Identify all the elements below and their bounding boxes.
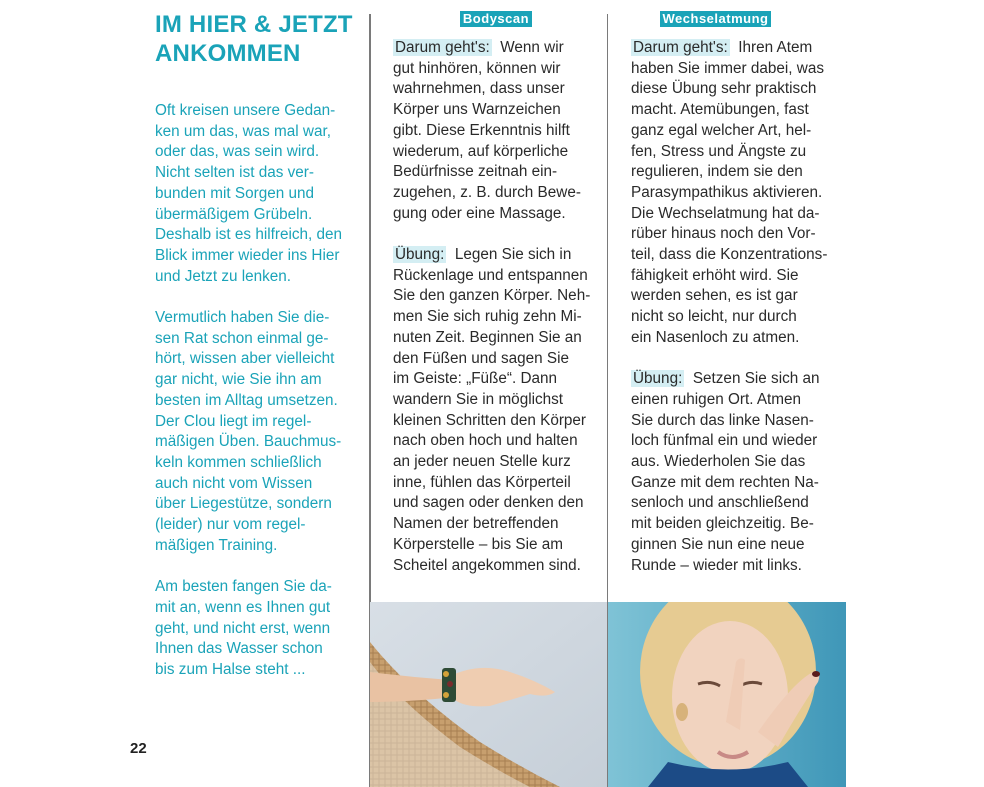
page-title <box>155 10 365 68</box>
intro-text <box>155 101 365 681</box>
bodyscan-paragraph-1 <box>393 38 599 224</box>
breathing-woman-image <box>608 602 846 787</box>
wechselatmung-column <box>631 10 846 576</box>
bodyscan-heading: Bodyscan <box>460 11 532 27</box>
wechselatmung-text-1: Ihren Atem haben Sie immer dabei, was diese Übung sehr praktisch macht. Atemübungen, fast ganz egal welcher Art, hel- fen, Stress und Ängste zu regulieren, indem sie den Parasympathikus aktivieren. Die Wechselatmung hat da- rüber hinaus noch den Vor- teil, dass die Konzentrations- fähigkeit erhöht wird. Sie werden sehen, es ist gar nicht so leicht, nur durch ein Nasenloch zu atmen. <box>631 39 828 346</box>
bodyscan-text-1: Wenn wir gut hinhören, können wir wahrnehmen, dass unser Körper uns Warnzeichen gibt. Diese Erkenntnis hilft wiederum, auf körperliche Bedürfnisse zeitnah ein- zugehen, z. B. durch Bewe- gung oder eine Massage. <box>393 39 581 222</box>
left-column <box>155 10 365 681</box>
hand-on-mat-image <box>370 602 607 787</box>
wechselatmung-text-2: Setzen Sie sich an einen ruhigen Ort. Atmen Sie durch das linke Nasen- loch fünfmal ein und wieder aus. Wiederholen Sie das Ganze mit dem rechten Na- senloch und anschließend mit beiden gleichzeitig. Be- ginnen Sie nun eine neue Runde – wieder mit links. <box>631 370 820 574</box>
wechselatmung-photo <box>608 602 846 787</box>
wechselatmung-paragraph-1 <box>631 38 846 349</box>
wechselatmung-label-2: Übung: <box>633 370 683 388</box>
wechselatmung-heading-row <box>608 10 823 28</box>
bodyscan-column <box>393 10 599 576</box>
intro-paragraph-2: Vermutlich haben Sie die- sen Rat schon einmal ge- hört, wissen aber vielleicht gar nicht, wie Sie ihn am besten im Alltag umsetzen. Der Clou liegt im regel- mäßigen Üben. Bauchmus- keln kommen schließlich auch nicht vom Wissen über Liegestütze, sondern (leider) nur vom regel- mäßigen Training. <box>155 309 342 554</box>
title-line-2: ANKOMMEN <box>155 40 301 67</box>
bodyscan-label-1: Darum geht's: <box>395 39 490 56</box>
title-line-1: IM HIER & JETZT <box>155 11 353 38</box>
bodyscan-label-2: Übung: <box>395 246 445 264</box>
bodyscan-photo <box>370 602 607 787</box>
intro-paragraph-1: Oft kreisen unsere Gedan- ken um das, was mal war, oder das, was sein wird. Nicht selten ist das ver- bunden mit Sorgen und übermäßigem Grübeln. Deshalb ist es hilfreich, den Blick immer wieder ins Hier und Jetzt zu lenken. <box>155 102 343 285</box>
wechselatmung-heading: Wechselatmung <box>660 11 772 27</box>
bodyscan-text-2: Legen Sie sich in Rückenlage und entspannen Sie den ganzen Körper. Neh- men Sie sich ruhig zehn Mi- nuten Zeit. Beginnen Sie an den Füßen und sagen Sie im Geiste: „Füße“. Dann wandern Sie in möglichst kleinen Schritten den Körper nach oben hoch und halten an jeder neuen Stelle kurz inne, fühlen das Körperteil und sagen oder denken den Namen der betreffenden Körperstelle – bis Sie am Scheitel angekommen sind. <box>393 246 591 574</box>
page-number: 22 <box>130 740 147 757</box>
wechselatmung-paragraph-2 <box>631 369 846 576</box>
wechselatmung-label-1: Darum geht's: <box>633 39 728 56</box>
bodyscan-heading-row <box>393 10 599 28</box>
intro-paragraph-3: Am besten fangen Sie da- mit an, wenn es Ihnen gut geht, und nicht erst, wenn Ihnen das Wasser schon bis zum Halse steht ... <box>155 578 332 678</box>
bodyscan-paragraph-2 <box>393 245 599 576</box>
